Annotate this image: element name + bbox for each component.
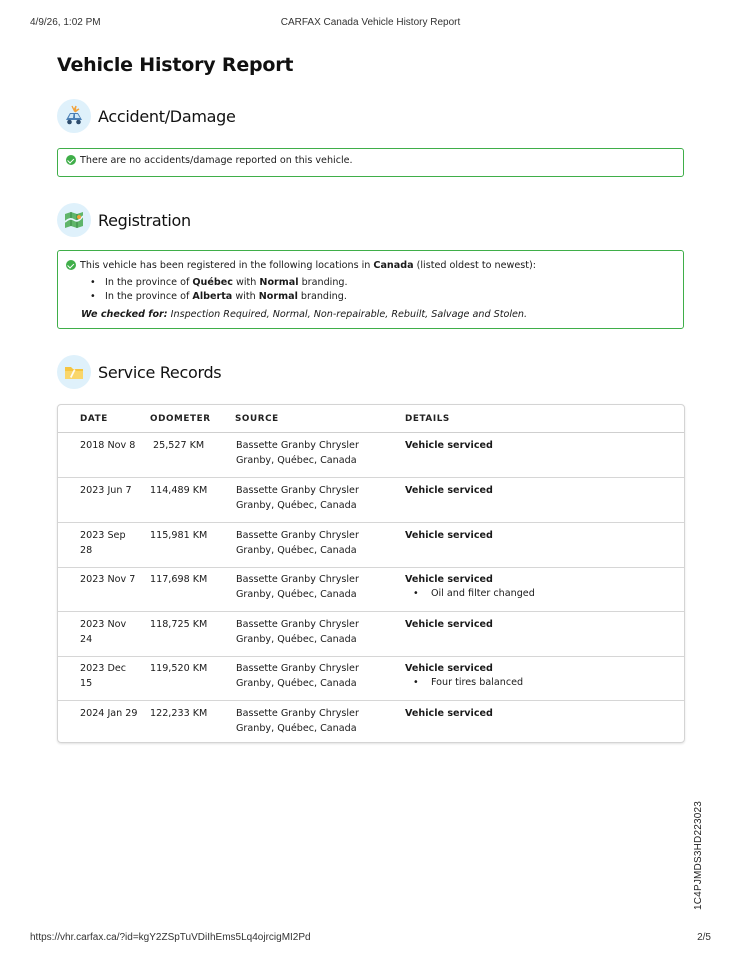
column-header-odometer: ODOMETER	[150, 414, 211, 424]
source-location: Granby, Québec, Canada	[236, 454, 357, 466]
registration-country: Canada	[373, 260, 414, 271]
record-source	[236, 573, 396, 602]
accident-section-header	[57, 99, 236, 133]
registration-intro	[66, 259, 675, 273]
record-odometer: 119,520 KM	[150, 663, 208, 674]
location-suffix: branding.	[297, 291, 347, 302]
column-header-source: SOURCE	[235, 414, 279, 424]
record-odometer: 114,489 KM	[150, 485, 208, 496]
record-details	[405, 484, 675, 499]
province-name: Alberta	[192, 291, 233, 302]
location-prefix: In the province of	[105, 291, 193, 302]
checked-for-list: Inspection Required, Normal, Non-repairable, Rebuilt, Salvage and Stolen.	[167, 309, 528, 320]
print-datetime: 4/9/26, 1:02 PM	[30, 17, 101, 28]
record-date: 2018 Nov 8	[80, 440, 136, 451]
registration-section-title: Registration	[98, 210, 191, 230]
registration-locations	[66, 276, 675, 304]
record-odometer: 115,981 KM	[150, 530, 208, 541]
source-location: Granby, Québec, Canada	[236, 499, 357, 511]
table-row	[58, 655, 684, 701]
registration-location-item	[66, 290, 675, 304]
detail-title: Vehicle serviced	[405, 619, 493, 630]
record-date: 2023 Nov 7	[80, 574, 136, 585]
source-name: Bassette Granby Chrysler	[236, 619, 359, 630]
detail-title: Vehicle serviced	[405, 530, 493, 541]
source-location: Granby, Québec, Canada	[236, 544, 357, 556]
detail-item: • Oil and filter changed	[405, 588, 675, 600]
record-details	[405, 707, 675, 722]
record-details	[405, 618, 675, 633]
detail-title: Vehicle serviced	[405, 574, 493, 585]
detail-item: • Four tires balanced	[405, 677, 675, 689]
branding-value: Normal	[258, 291, 298, 302]
record-date: 2023 Jun 7	[80, 485, 132, 496]
record-source	[236, 484, 396, 513]
report-title: Vehicle History Report	[57, 54, 294, 76]
vin-margin-text	[693, 800, 707, 910]
record-details	[405, 662, 675, 689]
location-mid: with	[232, 277, 260, 288]
table-row	[58, 522, 684, 568]
service-section-header	[57, 355, 221, 389]
location-suffix: branding.	[298, 277, 348, 288]
service-records-table	[57, 404, 685, 743]
registration-intro-text: This vehicle has been registered in the following locations in	[80, 260, 374, 271]
detail-title: Vehicle serviced	[405, 708, 493, 719]
map-icon	[57, 203, 91, 237]
check-circle-icon	[66, 260, 76, 270]
record-source	[236, 707, 396, 736]
registration-section-header	[57, 203, 191, 237]
source-location: Granby, Québec, Canada	[236, 588, 357, 600]
detail-title: Vehicle serviced	[405, 663, 493, 674]
record-date: 2023 Sep 28	[80, 530, 126, 556]
car-crash-icon	[57, 99, 91, 133]
source-name: Bassette Granby Chrysler	[236, 440, 359, 451]
record-source	[236, 529, 396, 558]
table-row	[58, 566, 684, 612]
source-name: Bassette Granby Chrysler	[236, 663, 359, 674]
source-location: Granby, Québec, Canada	[236, 633, 357, 645]
registration-box	[57, 250, 684, 329]
record-odometer: 25,527 KM	[153, 440, 205, 451]
detail-title: Vehicle serviced	[405, 440, 493, 451]
service-section-title: Service Records	[98, 362, 222, 382]
source-name: Bassette Granby Chrysler	[236, 574, 359, 585]
record-odometer: 122,233 KM	[150, 708, 208, 719]
folder-icon	[57, 355, 91, 389]
record-date: 2023 Dec 15	[80, 663, 127, 689]
record-date: 2024 Jan 29	[80, 708, 138, 719]
page-number: 2/5	[697, 932, 711, 943]
source-name: Bassette Granby Chrysler	[236, 708, 359, 719]
column-header-date: DATE	[80, 414, 108, 424]
print-page-title: CARFAX Canada Vehicle History Report	[280, 17, 461, 28]
table-row	[58, 432, 684, 478]
record-source	[236, 662, 396, 691]
registration-location-item	[66, 276, 675, 290]
record-details	[405, 529, 675, 544]
source-location: Granby, Québec, Canada	[236, 677, 357, 689]
accident-section-title: Accident/Damage	[98, 106, 236, 126]
province-name: Québec	[192, 277, 233, 288]
checked-for-label: We checked for:	[81, 309, 168, 320]
table-row	[58, 477, 684, 523]
record-odometer: 117,698 KM	[150, 574, 208, 585]
checked-for	[66, 308, 675, 322]
source-name: Bassette Granby Chrysler	[236, 485, 359, 496]
table-row	[58, 700, 684, 743]
detail-title: Vehicle serviced	[405, 485, 493, 496]
source-name: Bassette Granby Chrysler	[236, 530, 359, 541]
table-row	[58, 611, 684, 657]
column-header-details: DETAILS	[405, 414, 450, 424]
accident-status-box	[57, 148, 684, 177]
location-mid: with	[232, 291, 259, 302]
registration-intro-suffix: (listed oldest to newest):	[413, 260, 537, 271]
vin-number: 1C4PJMDS3HD223023	[693, 800, 704, 910]
source-location: Granby, Québec, Canada	[236, 722, 357, 734]
table-header	[58, 405, 684, 433]
check-circle-icon	[66, 155, 76, 165]
record-details	[405, 439, 675, 454]
location-prefix: In the province of	[105, 277, 193, 288]
record-details	[405, 573, 675, 600]
branding-value: Normal	[259, 277, 299, 288]
record-source	[236, 439, 396, 468]
record-source	[236, 618, 396, 647]
record-odometer: 118,725 KM	[150, 619, 208, 630]
record-date: 2023 Nov 24	[80, 619, 127, 645]
accident-message: There are no accidents/damage reported on this vehicle.	[80, 155, 353, 166]
page-url: https://vhr.carfax.ca/?id=kgY2ZSpTuVDiIhEms5Lq4ojrcigMI2Pd	[30, 932, 311, 943]
